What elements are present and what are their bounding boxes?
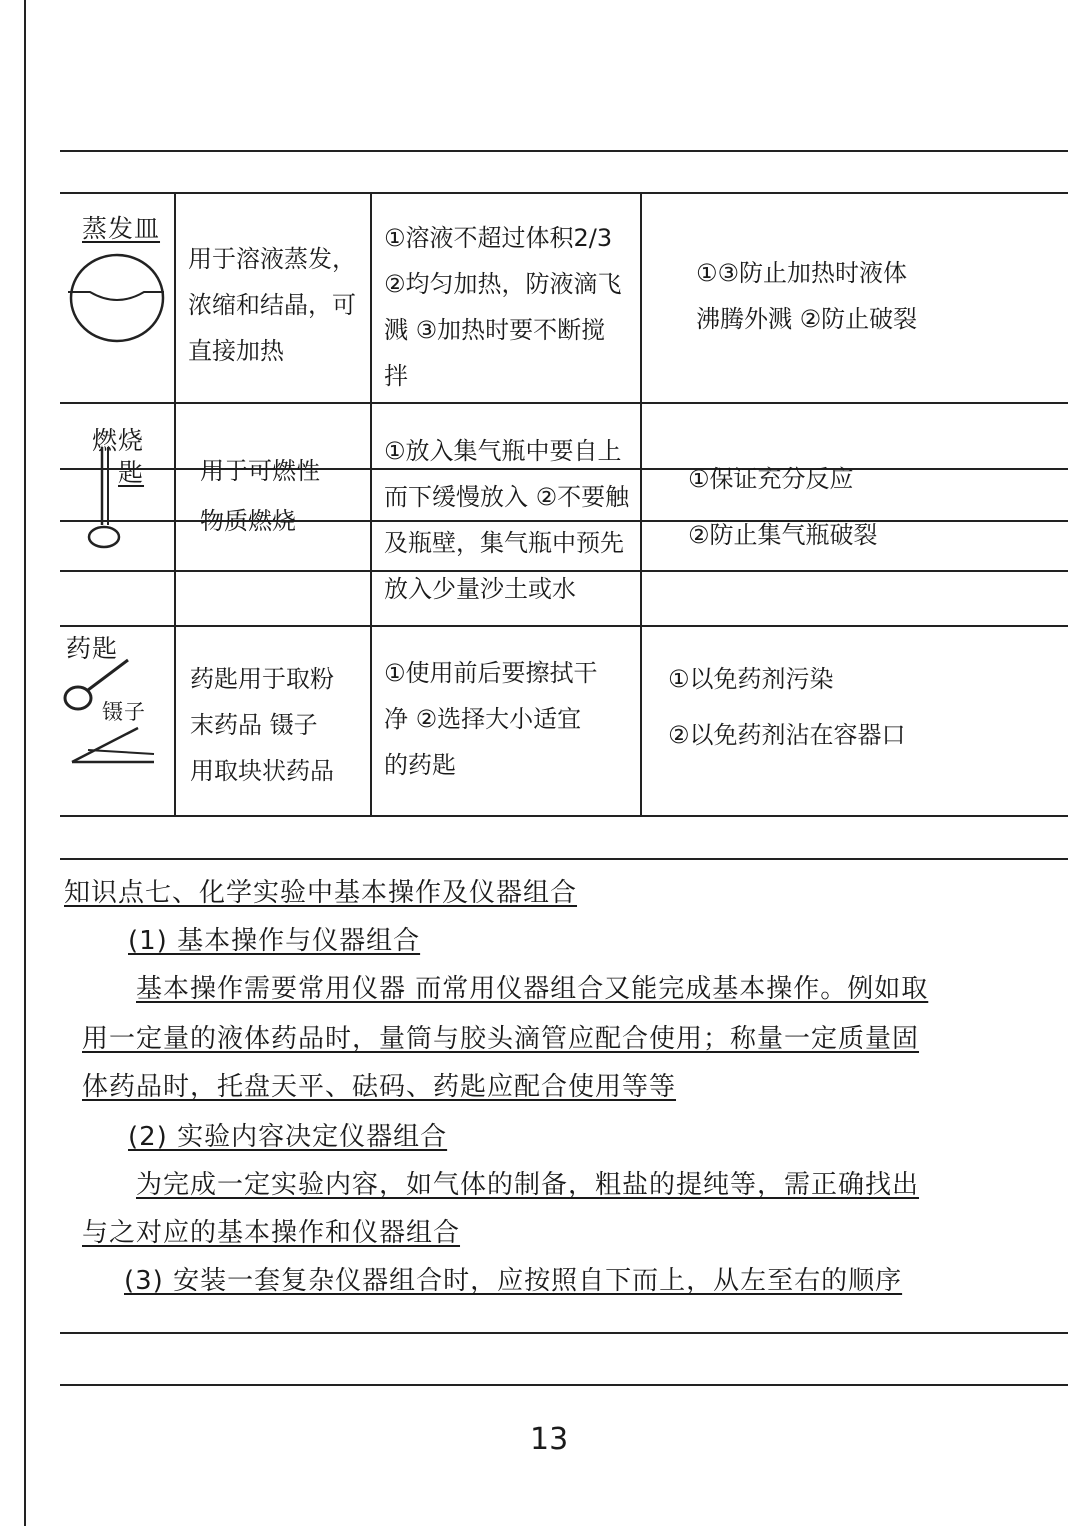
instrument-label: 匙 bbox=[118, 458, 145, 487]
reasons-cell: ①保证充分反应 ②防止集气瓶破裂 bbox=[688, 465, 878, 549]
subheading: (3) 安装一套复杂仪器组合时，应按照自下而上，从左至右的顺序 bbox=[124, 1266, 903, 1296]
table-column-divider bbox=[174, 192, 176, 815]
paragraph-line: 为完成一定实验内容，如气体的制备，粗盐的提纯等，需正确找出 bbox=[136, 1170, 920, 1200]
use-cell: 用于可燃性 物质燃烧 bbox=[200, 457, 320, 535]
paragraph-line: 基本操作需要常用仪器 而常用仪器组合又能完成基本操作。例如取 bbox=[136, 974, 929, 1004]
margin-line bbox=[24, 0, 26, 1526]
spatula-tweezers-sketch bbox=[58, 650, 168, 770]
use-cell: 药匙用于取粉 末药品 镊子 用取块状药品 bbox=[190, 665, 334, 785]
paragraph-line: 用一定量的液体药品时，量筒与胶头滴管应配合使用；称量一定质量固 bbox=[82, 1024, 920, 1054]
ruled-line bbox=[60, 815, 1068, 817]
table-column-divider bbox=[370, 192, 372, 815]
instrument-label: 燃烧 bbox=[92, 426, 145, 455]
combustion-spoon-sketch bbox=[84, 445, 124, 555]
subheading: (1) 基本操作与仪器组合 bbox=[128, 926, 421, 956]
ruled-line bbox=[60, 858, 1068, 860]
ruled-line bbox=[60, 192, 1068, 194]
instrument-label: 药匙 bbox=[66, 634, 119, 663]
instrument-label: 蒸发皿 bbox=[82, 214, 161, 243]
paragraph-line: 体药品时，托盘天平、砝码、药匙应配合使用等等 bbox=[82, 1072, 677, 1102]
ruled-line bbox=[60, 402, 1068, 404]
section-heading: 知识点七、化学实验中基本操作及仪器组合 bbox=[64, 878, 578, 908]
instrument-label: 镊子 bbox=[102, 700, 146, 724]
use-cell: 用于溶液蒸发， 浓缩和结晶，可 直接加热 bbox=[188, 245, 356, 365]
paragraph-line: 与之对应的基本操作和仪器组合 bbox=[82, 1218, 461, 1248]
notes-cell: ①放入集气瓶中要自上 而下缓慢放入 ②不要触 及瓶壁，集气瓶中预先 放入少量沙土或水 bbox=[384, 437, 630, 603]
ruled-line bbox=[60, 1384, 1068, 1386]
ruled-line bbox=[60, 625, 1068, 627]
table-column-divider bbox=[640, 192, 642, 815]
notes-cell: ①溶液不超过体积2/3 ②均匀加热，防液滴飞 溅 ③加热时要不断搅 拌 bbox=[384, 224, 622, 390]
reasons-cell: ①以免药剂污染 ②以免药剂沾在容器口 bbox=[668, 665, 906, 749]
page-number: 13 bbox=[530, 1422, 569, 1457]
notes-cell: ①使用前后要擦拭干 净 ②选择大小适宜 的药匙 bbox=[384, 659, 598, 779]
ruled-line bbox=[60, 150, 1068, 152]
evaporating-dish-sketch bbox=[60, 248, 170, 348]
ruled-line bbox=[60, 1332, 1068, 1334]
subheading: (2) 实验内容决定仪器组合 bbox=[128, 1122, 448, 1152]
reasons-cell: ①③防止加热时液体 沸腾外溅 ②防止破裂 bbox=[696, 259, 918, 333]
